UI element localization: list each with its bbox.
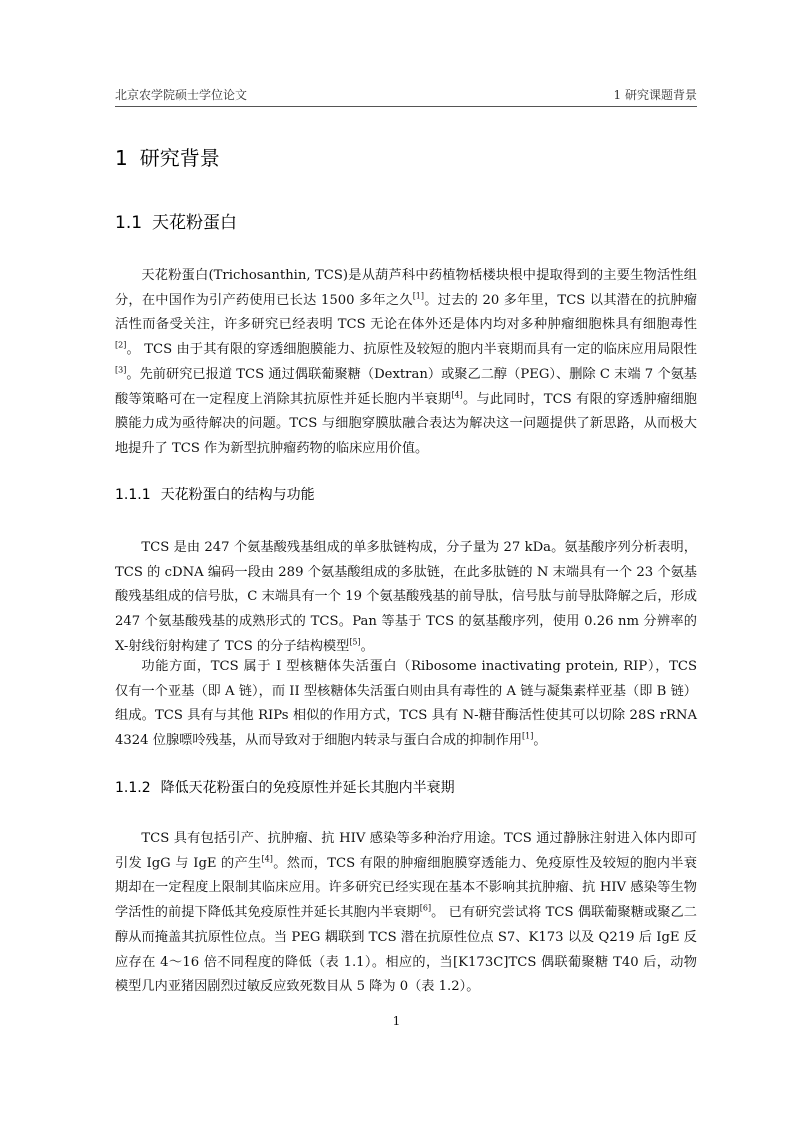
text-run: 。先前研究已报道 TCS 通过偶联葡聚糖（Dextran）或聚乙二醇（PEG）、删除 C 末端 7 个氨基酸等策略可在一定程度上消除其抗原性并延长胞内半衰期 xyxy=(115,366,697,407)
section-heading xyxy=(115,212,237,234)
citation: [3] xyxy=(115,365,127,375)
paragraph-intro xyxy=(115,264,697,462)
subsection-title: 降低天花粉蛋白的免疫原性并延长其胞内半衰期 xyxy=(160,780,455,796)
running-header xyxy=(115,87,697,103)
subsection-number: 1.1.2 xyxy=(115,780,151,796)
subsection-number: 1.1.1 xyxy=(115,487,151,503)
citation: [1] xyxy=(522,731,534,741)
paragraph-immunogenicity xyxy=(115,827,697,1000)
text-run: 。然而，TCS 有限的肿瘤细胞膜穿透能力、免疫原性及较短的胞内半衰期却在一定程度上限制其临床应用。许多研究已经实现在基本不影响其抗肿瘤、抗 HIV 感染等生物学活性的前提下降低其免疫原性并延长其胞内半衰期 xyxy=(115,855,697,921)
text-run: 功能方面，TCS 属于 I 型核糖体失活蛋白（Ribosome inactivating protein, RIP），TCS 仅有一个亚基（即 A 链），而 II 型核糖体失活蛋白则由具有毒性的 A 链与凝集素样亚基（即 B 链）组成。TCS 具有与其他 RIPs 相似的作用方式，TCS 具有 N-糖苷酶活性使其可以切除 28S rRNA 4324 位腺嘌呤残基，从而导致对于细胞内转录与蛋白合成的抑制作用 xyxy=(115,659,697,749)
subsection-title: 天花粉蛋白的结构与功能 xyxy=(160,487,315,503)
text-run: 。 已有研究尝试将 TCS 偶联葡聚糖或聚乙二醇从而掩盖其抗原性位点。当 PEG 耦联到 TCS 潜在抗原性位点 S7、K173 以及 Q219 后 IgE 反应存在 4～16 倍不同程度的降低（表 1.1）。相应的，当[K173C]TCS 偶联葡聚糖 T40 后，动物模型几内亚猪因剧烈过敏反应致死数目从 5 降为 0（表 1.2）。 xyxy=(115,905,697,995)
citation: [4] xyxy=(451,390,463,400)
chapter-heading xyxy=(115,145,220,171)
citation: [5] xyxy=(349,637,361,647)
text-run: 。过去的 20 多年里，TCS 以其潜在的抗肿瘤活性而备受关注，许多研究已经表明 TCS 无论在体外还是体内均对多种肿瘤细胞株具有细胞毒性 xyxy=(115,292,697,333)
header-chapter-title: 1 研究课题背景 xyxy=(613,88,697,102)
paragraph-function xyxy=(115,655,697,754)
section-number: 1.1 xyxy=(115,213,143,233)
text-run: 。与此同时，TCS 有限的穿透肿瘤细胞膜能力成为亟待解决的问题。TCS 与细胞穿膜肽融合表达为解决这一问题提供了新思路，从而极大地提升了 TCS 作为新型抗肿瘤药物的临床应用价值。 xyxy=(115,391,697,456)
chapter-number: 1 xyxy=(115,146,128,170)
paragraph-structure xyxy=(115,536,697,660)
citation: [2] xyxy=(115,340,127,350)
text-run: 天花粉蛋白(Trichosanthin, TCS)是从葫芦科中药植物栝楼块根中提取得到的主要生物活性组分，在中国作为引产药使用已长达 1500 多年之久 xyxy=(115,268,697,308)
text-run: 。 TCS 由于其有限的穿透细胞膜能力、抗原性及较短的胞内半衰期而具有一定的临床应用局限性 xyxy=(126,342,697,358)
text-run: TCS 具有包括引产、抗肿瘤、抗 HIV 感染等多种治疗用途。TCS 通过静脉注射进入体内即可引发 IgG 与 IgE 的产生 xyxy=(115,831,697,871)
header-thesis-title: 北京农学院硕士学位论文 xyxy=(115,88,248,102)
subsection-heading-immunogenicity xyxy=(115,779,455,797)
text-run: TCS 是由 247 个氨基酸残基组成的单多肽链构成，分子量为 27 kDa。氨基酸序列分析表明，TCS 的 cDNA 编码一段由 289 个氨基酸组成的多肽链，在此多肽链的 N 末端具有一个 23 个氨基酸残基组成的信号肽，C 末端具有一个 19 个氨基酸残基的前导肽，信号肽与前导肽降解之后，形成 247 个氨基酸残基的成熟形式的 TCS。Pan 等基于 TCS 的氨基酸序列，使用 0.26 nm 分辨率的 X-射线衍射构建了 TCS 的分子结构模型 xyxy=(115,540,697,654)
header-rule xyxy=(115,106,697,107)
text-run: 。 xyxy=(533,733,547,749)
section-title: 天花粉蛋白 xyxy=(152,213,238,233)
citation: [6] xyxy=(419,903,432,913)
page-number: 1 xyxy=(392,1014,401,1028)
text-run: 。 xyxy=(360,638,374,654)
chapter-title: 研究背景 xyxy=(139,146,220,170)
citation: [4] xyxy=(261,854,273,864)
citation: [1] xyxy=(412,291,425,301)
subsection-heading-structure xyxy=(115,486,315,504)
